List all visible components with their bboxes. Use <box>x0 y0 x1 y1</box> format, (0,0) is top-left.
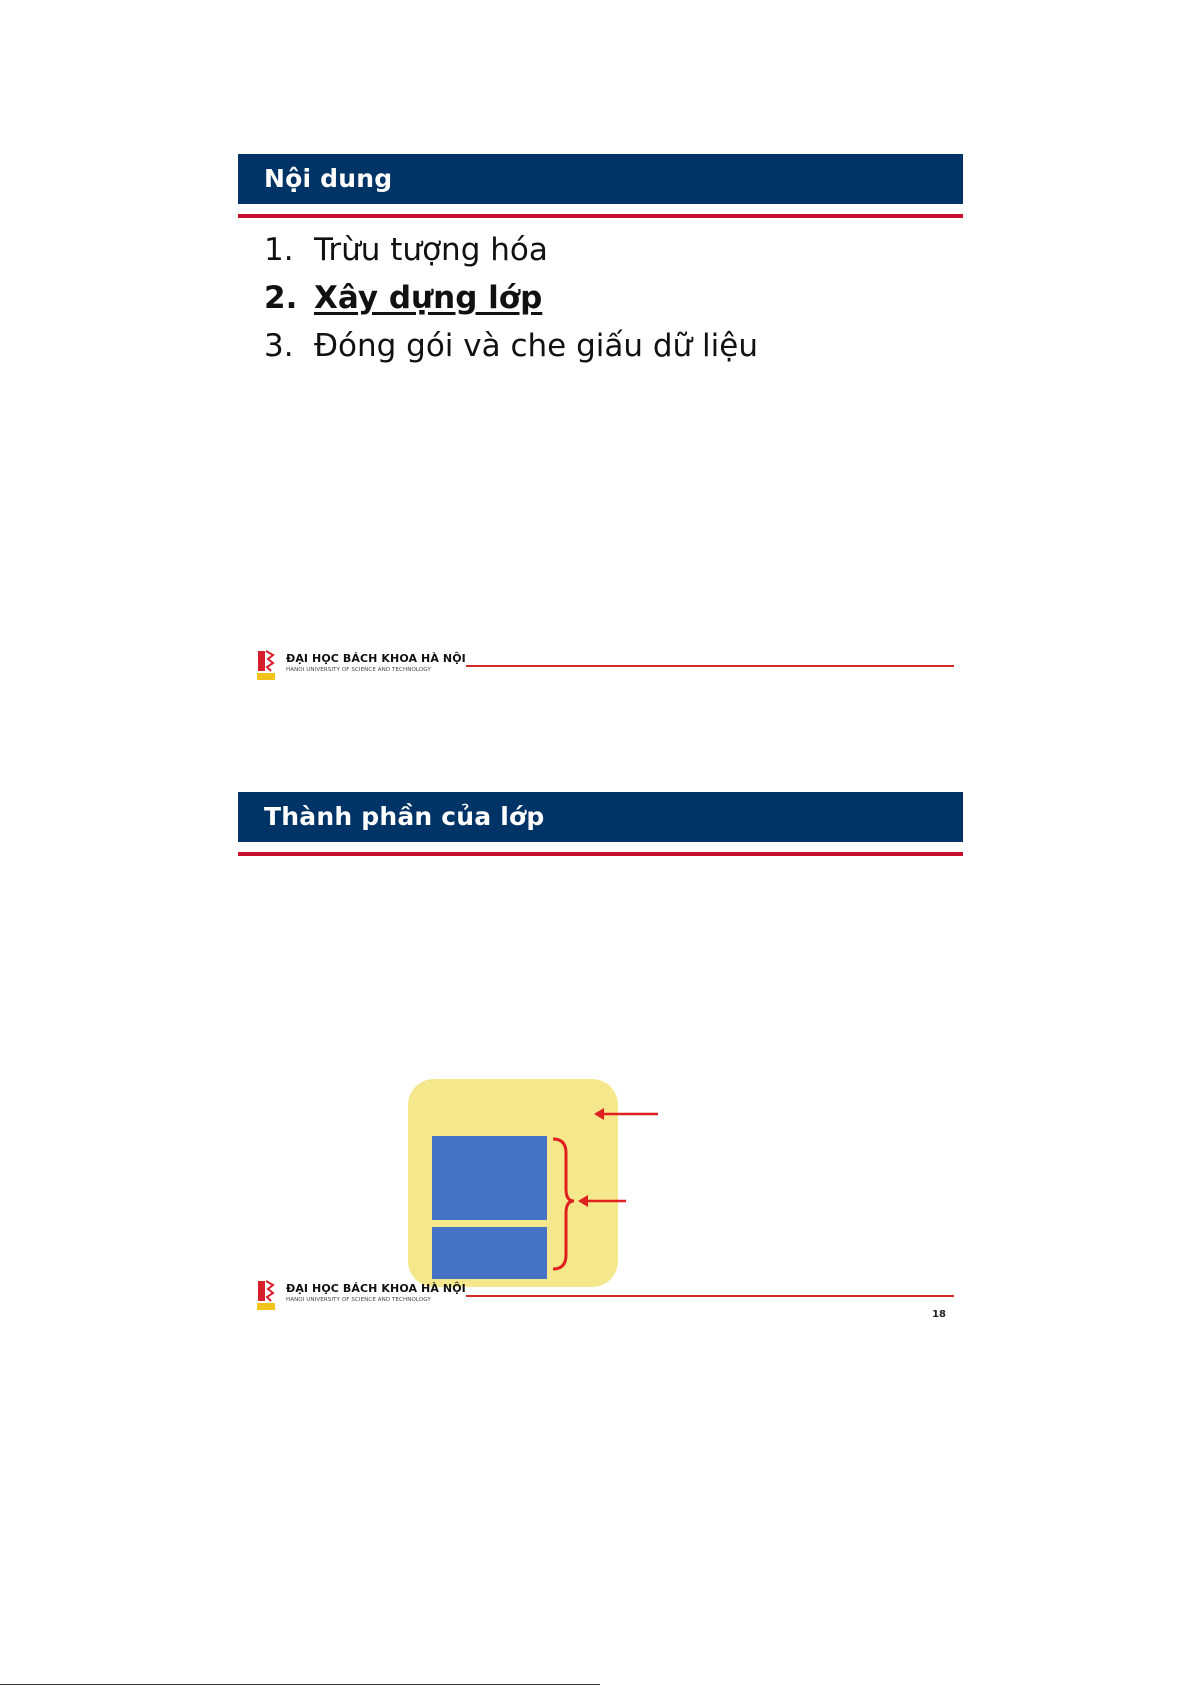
item-number: 2. <box>264 280 298 316</box>
footer-divider <box>466 665 954 667</box>
slide-title: Nội dung <box>264 164 393 193</box>
university-logo-icon <box>256 649 276 681</box>
item-text: Đóng gói và che giấu dữ liệu <box>314 328 759 364</box>
slide-header <box>238 154 963 204</box>
brace-icon <box>553 1139 574 1269</box>
university-name-en: HANOI UNIVERSITY OF SCIENCE AND TECHNOLOGY <box>286 1297 431 1303</box>
contents-item <box>264 226 758 274</box>
item-number: 3. <box>264 328 294 364</box>
contents-list <box>264 226 758 370</box>
footer-divider <box>466 1295 954 1297</box>
header-divider <box>238 852 963 856</box>
page-number: 18 <box>932 1309 946 1320</box>
arrow-to-class-icon <box>594 1108 658 1120</box>
contents-item <box>264 322 758 370</box>
diagram-annotations <box>408 1079 678 1289</box>
header-divider <box>238 214 963 218</box>
slide-footer <box>256 1279 946 1320</box>
university-name: ĐẠI HỌC BÁCH KHOA HÀ NỘI <box>286 1282 466 1295</box>
university-name: ĐẠI HỌC BÁCH KHOA HÀ NỘI <box>286 652 466 665</box>
contents-item-active <box>264 274 758 322</box>
slide-class-components <box>238 792 963 1352</box>
item-text: Xây dựng lớp <box>314 280 543 316</box>
slide-title: Thành phần của lớp <box>264 802 545 831</box>
item-text: Trừu tượng hóa <box>314 232 548 268</box>
university-logo-icon <box>256 1279 276 1311</box>
university-name-en: HANOI UNIVERSITY OF SCIENCE AND TECHNOLOGY <box>286 667 431 673</box>
class-diagram <box>408 1079 678 1289</box>
slide-contents <box>238 154 963 684</box>
slide-footer <box>256 649 946 683</box>
slide-header <box>238 792 963 842</box>
arrow-to-members-icon <box>578 1195 626 1207</box>
item-number: 1. <box>264 232 294 268</box>
